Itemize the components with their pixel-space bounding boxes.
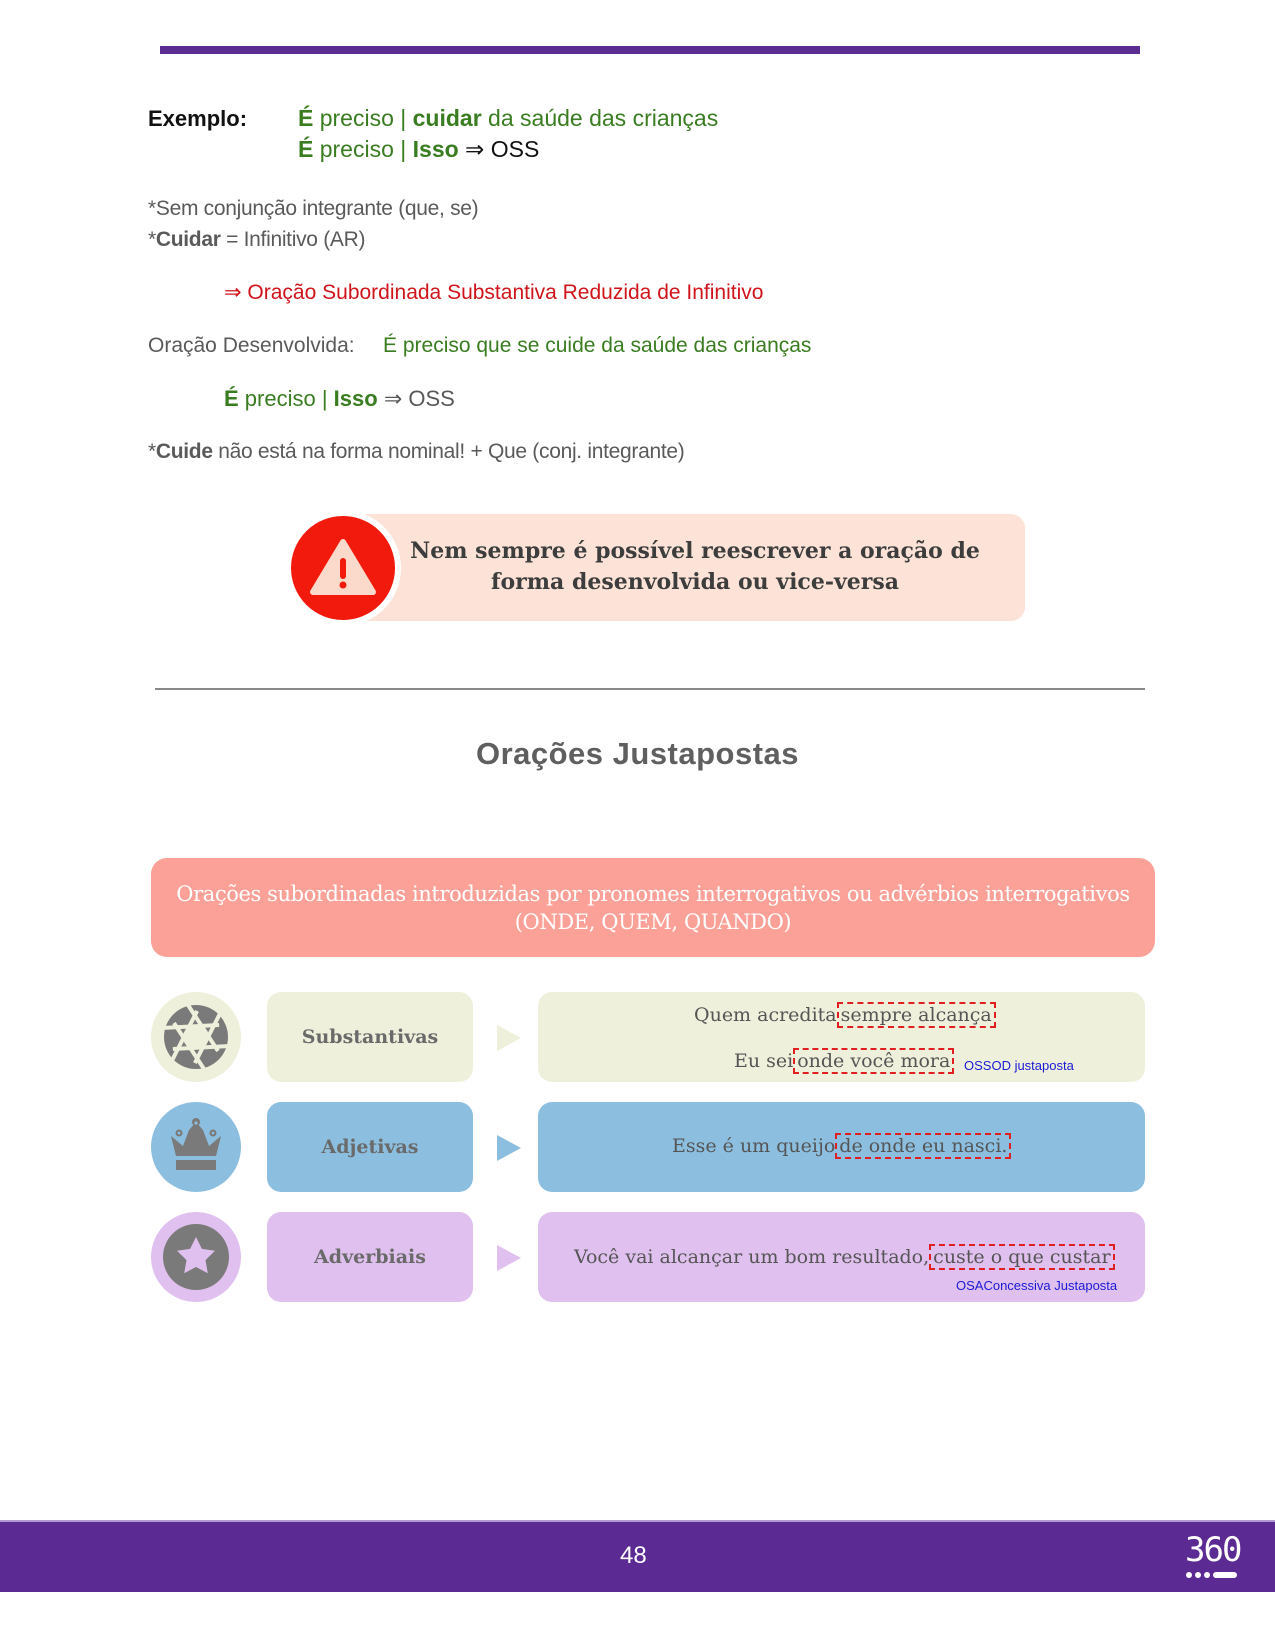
page-number: 48 bbox=[620, 1542, 647, 1569]
arrow-right-icon bbox=[497, 1135, 521, 1161]
arrow-right-icon bbox=[497, 1025, 521, 1051]
row-adjetivas bbox=[151, 1102, 1151, 1192]
example-box-adjetivas bbox=[538, 1102, 1145, 1192]
crown-icon bbox=[151, 1102, 241, 1192]
highlighted-clause: custe o que custar bbox=[929, 1244, 1114, 1270]
example-infinitive: cuidar bbox=[412, 105, 482, 131]
category-adverbiais: Adverbiais bbox=[267, 1212, 473, 1302]
camera-aperture-icon bbox=[151, 992, 241, 1082]
example-sentence: Esse é um queijo de onde eu nasci. bbox=[672, 1135, 1011, 1157]
classification-tag: OSAConcessiva Justaposta bbox=[956, 1278, 1118, 1293]
alert-callout bbox=[285, 514, 1025, 621]
header-rule bbox=[160, 46, 1140, 54]
note-cuide: *Cuide não está na forma nominal! + Que (conj. integrante) bbox=[148, 440, 685, 463]
example-box-substantivas bbox=[538, 992, 1145, 1082]
definition-banner bbox=[151, 858, 1155, 957]
banner-text: Orações subordinadas introduzidas por pronomes interrogativos ou advérbios interrogativos (ONDE, QUEM, QUANDO) bbox=[176, 882, 1130, 934]
example-sentence: Quem acredita sempre alcança bbox=[694, 1004, 996, 1026]
category-adjetivas: Adjetivas bbox=[267, 1102, 473, 1192]
example-sentence: Você vai alcançar um bom resultado, custe o que custar bbox=[574, 1246, 1115, 1268]
warning-icon bbox=[285, 510, 401, 626]
example-verb: É bbox=[298, 105, 314, 131]
highlighted-clause: sempre alcança bbox=[837, 1002, 996, 1028]
category-substantivas: Substantivas bbox=[267, 992, 473, 1082]
row-adverbiais bbox=[151, 1212, 1151, 1302]
developed-label: Oração Desenvolvida: bbox=[148, 334, 355, 357]
arrow-right-icon bbox=[497, 1245, 521, 1271]
developed-sentence: É preciso que se cuide da saúde das crianças bbox=[383, 334, 812, 357]
result-classification: ⇒ Oração Subordinada Substantiva Reduzida de Infinitivo bbox=[224, 281, 764, 304]
logo-dots bbox=[1186, 1572, 1237, 1578]
classification-tag: OSSOD justaposta bbox=[964, 1058, 1074, 1073]
row-substantivas bbox=[151, 992, 1151, 1082]
example-line-1: É preciso | cuidar da saúde das crianças bbox=[298, 105, 719, 131]
highlighted-clause: de onde eu nasci. bbox=[835, 1133, 1011, 1159]
example-line-2: É preciso | Isso ⇒ OSS bbox=[298, 136, 540, 162]
example-box-adverbiais bbox=[538, 1212, 1145, 1302]
developed-oss: É preciso | Isso ⇒ OSS bbox=[224, 386, 455, 411]
note-cuidar: *Cuidar = Infinitivo (AR) bbox=[148, 228, 366, 251]
example-label: Exemplo: bbox=[148, 106, 248, 131]
star-icon bbox=[151, 1212, 241, 1302]
section-title: Orações Justapostas bbox=[475, 736, 800, 771]
brand-logo: 360 bbox=[1185, 1532, 1245, 1584]
example-sentence: Eu sei onde você mora bbox=[734, 1050, 954, 1072]
highlighted-clause: onde você mora bbox=[793, 1048, 954, 1074]
alert-text: Nem sempre é possível reescrever a oração de forma desenvolvida ou vice-versa bbox=[410, 538, 980, 595]
page-footer bbox=[0, 1520, 1275, 1592]
note-sem-conjuncao: *Sem conjunção integrante (que, se) bbox=[148, 197, 479, 220]
section-divider bbox=[155, 688, 1145, 690]
